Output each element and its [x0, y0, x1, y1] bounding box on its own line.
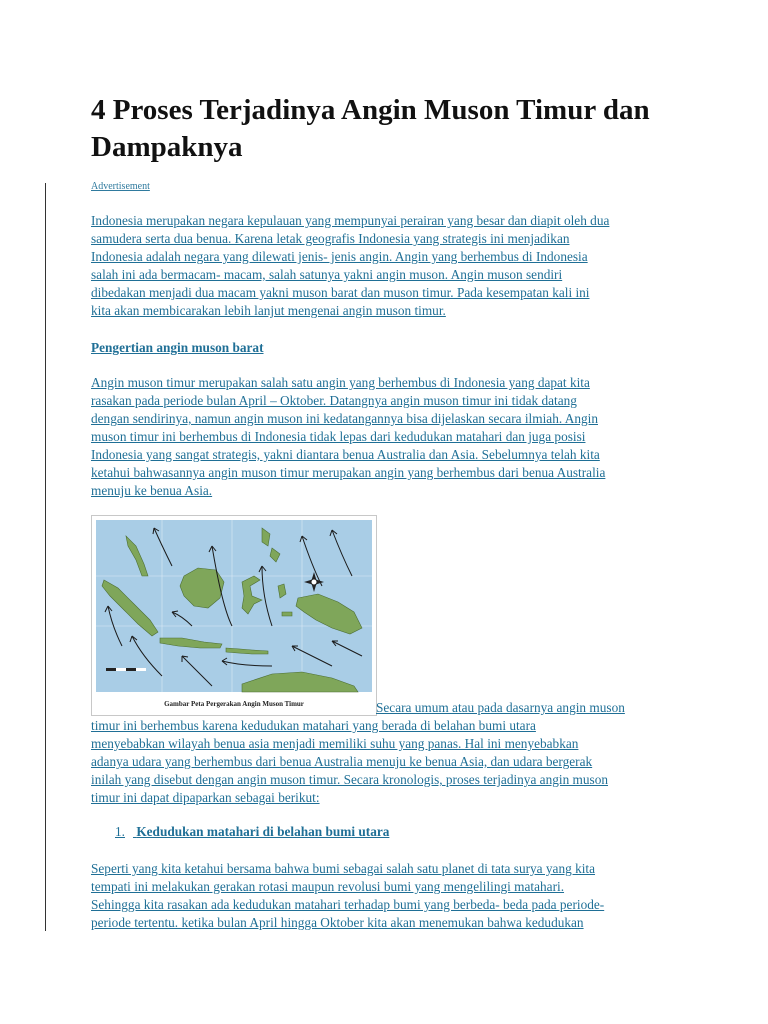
- paragraph-line[interactable]: Secara umum atau pada dasarnya angin muson: [376, 700, 625, 715]
- paragraph-definition[interactable]: [91, 374, 691, 500]
- list-item[interactable]: [115, 823, 389, 841]
- paragraph-sun-position[interactable]: [91, 860, 691, 932]
- paragraph-line: muson timur ini berhembus di Indonesia tidak lepas dari kedudukan matahari dan juga posisi: [91, 429, 586, 444]
- advertisement-link[interactable]: Advertisement: [91, 181, 150, 192]
- paragraph-line: Indonesia yang sangat strategis, yakni diantara benua Australia dan Asia. Sebelumnya telah kita: [91, 447, 600, 462]
- title-line-2: Dampaknya: [91, 131, 243, 163]
- paragraph-line: samudera serta dua benua. Karena letak geografis Indonesia yang strategis ini menjadikan: [91, 231, 570, 246]
- paragraph-line: menyebabkan wilayah benua asia menjadi memiliki suhu yang panas. Hal ini menyebabkan: [91, 736, 579, 751]
- wind-map-image: [91, 515, 377, 716]
- paragraph-explanation[interactable]: [91, 717, 691, 807]
- paragraph-line: inilah yang disebut dengan angin muson timur. Secara kronologis, proses terjadinya angin muson: [91, 772, 609, 787]
- paragraph-line: salah ini ada bermacam- macam, salah satunya yakni angin muson. Angin muson sendiri: [91, 267, 563, 282]
- paragraph-line: kita akan membicarakan lebih lanjut mengenai angin muson timur.: [91, 303, 446, 318]
- paragraph-line: timur ini berhembus karena kedudukan matahari yang berada di belahan bumi utara: [91, 718, 536, 733]
- paragraph-line: Indonesia adalah negara yang dilewati jenis- jenis angin. Angin yang berhembus di Indonesia: [91, 249, 588, 264]
- paragraph-line: rasakan pada periode bulan April – Oktober. Datangnya angin muson timur ini tidak datang: [91, 393, 577, 408]
- list-item-number: 1.: [115, 824, 125, 839]
- paragraph-line: tempati ini melakukan gerakan rotasi maupun revolusi bumi yang mengelilingi matahari.: [91, 879, 565, 894]
- paragraph-line: Seperti yang kita ketahui bersama bahwa bumi sebagai salah satu planet di tata surya yang kita: [91, 861, 596, 876]
- paragraph-line: Angin muson timur merupakan salah satu angin yang berhembus di Indonesia yang dapat kita: [91, 375, 590, 390]
- title-line-1: 4 Proses Terjadinya Angin Muson Timur dan: [91, 94, 650, 126]
- map-caption: Gambar Peta Pergerakan Angin Muson Timur: [164, 700, 304, 708]
- page-margin-line: [45, 183, 46, 931]
- paragraph-line: timur ini dapat dipaparkan sebagai berikut:: [91, 790, 320, 805]
- paragraph-line: dengan sendirinya, namun angin muson ini kedatangannya bisa dijelaskan secara ilmiah. Angin: [91, 411, 598, 426]
- paragraph-line: Sehingga kita rasakan ada kedudukan matahari terhadap bumi yang berbeda- beda pada periode-: [91, 897, 605, 912]
- section-heading-pengertian[interactable]: Pengertian angin muson barat: [91, 340, 264, 355]
- paragraph-line: ketahui bahwasannya angin muson timur merupakan angin yang berhembus dari benua Australia: [91, 465, 606, 480]
- paragraph-line: menuju ke benua Asia.: [91, 483, 213, 498]
- paragraph-line: dibedakan menjadi dua macam yakni muson barat dan muson timur. Pada kesempatan kali ini: [91, 285, 590, 300]
- page-title: [91, 92, 711, 166]
- map-scale-bar: [106, 668, 146, 671]
- paragraph-line: Indonesia merupakan negara kepulauan yang mempunyai perairan yang besar dan diapit oleh dua: [91, 213, 610, 228]
- paragraph-line: adanya udara yang berhembus dari benua Australia menuju ke benua Asia, dan udara bergerak: [91, 754, 593, 769]
- list-item-text: Kedudukan matahari di belahan bumi utara: [136, 824, 390, 839]
- map-landmass: [282, 612, 292, 616]
- paragraph-intro[interactable]: [91, 212, 691, 320]
- paragraph-line: periode tertentu. ketika bulan April hingga Oktober kita akan menemukan bahwa kedudukan: [91, 915, 584, 930]
